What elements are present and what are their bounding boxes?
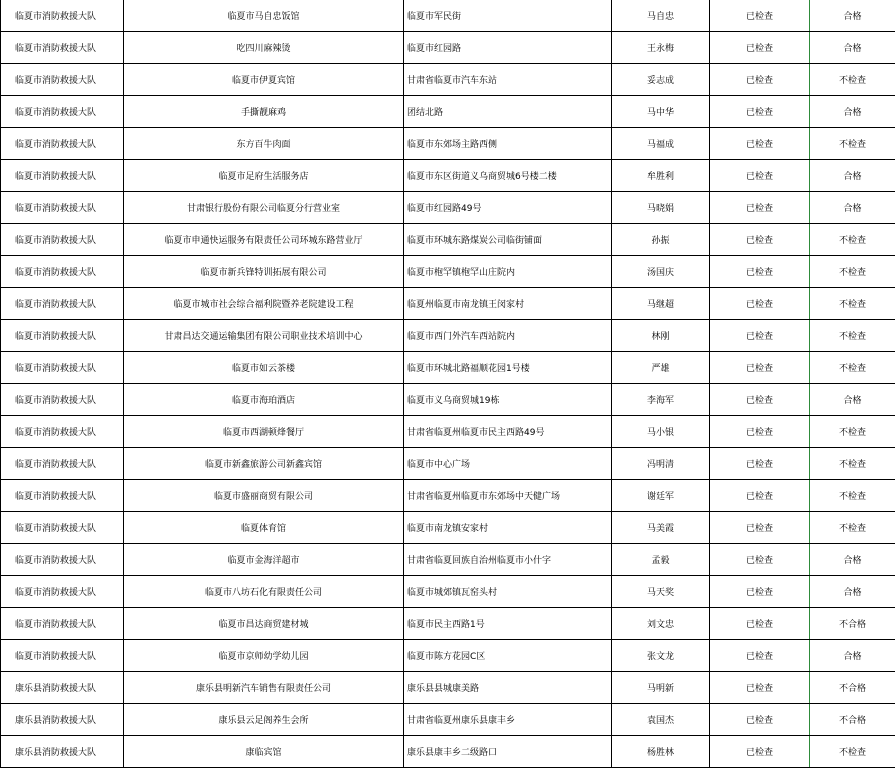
address-cell[interactable]: 临夏市枹罕镇枹罕山庄院内 (404, 256, 612, 288)
unit-name-cell[interactable]: 临夏市马自忠饭馆 (124, 0, 404, 32)
check-status-cell[interactable]: 已检查 (710, 256, 810, 288)
unit-name-cell[interactable]: 手撕靓麻鸡 (124, 96, 404, 128)
result-cell[interactable]: 不检查 (810, 512, 895, 544)
team-cell[interactable]: 临夏市消防救援大队 (1, 352, 124, 384)
unit-name-cell[interactable]: 临夏市足府生活服务店 (124, 160, 404, 192)
address-cell[interactable]: 临夏市东郊场主路西侧 (404, 128, 612, 160)
check-status-cell[interactable]: 已检查 (710, 160, 810, 192)
address-cell[interactable]: 临夏市环城东路煤炭公司临街铺面 (404, 224, 612, 256)
team-cell[interactable]: 临夏市消防救援大队 (1, 224, 124, 256)
contact-person-cell[interactable]: 孟毅 (612, 544, 710, 576)
result-cell[interactable]: 合格 (810, 544, 895, 576)
unit-name-cell[interactable]: 临夏市西湖顿烽餐厅 (124, 416, 404, 448)
table-row (1, 384, 895, 416)
address-cell[interactable]: 康乐县康丰乡二级路口 (404, 736, 612, 768)
address-cell[interactable]: 临夏市西门外汽车西站院内 (404, 320, 612, 352)
result-cell[interactable]: 合格 (810, 576, 895, 608)
contact-person-cell[interactable]: 冯明清 (612, 448, 710, 480)
table-body (1, 0, 895, 768)
table-row (1, 480, 895, 512)
address-cell[interactable]: 临夏市东区街道义乌商贸城6号楼二楼 (404, 160, 612, 192)
unit-name-cell[interactable]: 临夏市昌达商贸建材城 (124, 608, 404, 640)
address-cell[interactable]: 甘肃省临夏州临夏市东郊场中天健广场 (404, 480, 612, 512)
check-status-cell[interactable]: 已检查 (710, 512, 810, 544)
contact-person-cell[interactable]: 李海军 (612, 384, 710, 416)
contact-person-cell[interactable]: 马福成 (612, 128, 710, 160)
contact-person-cell[interactable]: 刘文忠 (612, 608, 710, 640)
check-status-cell[interactable]: 已检查 (710, 640, 810, 672)
unit-name-cell[interactable]: 甘肃银行股份有限公司临夏分行营业室 (124, 192, 404, 224)
address-cell[interactable]: 临夏州临夏市南龙镇王闵家村 (404, 288, 612, 320)
address-cell[interactable]: 团结北路 (404, 96, 612, 128)
check-status-cell[interactable]: 已检查 (710, 352, 810, 384)
result-cell[interactable]: 合格 (810, 384, 895, 416)
contact-person-cell[interactable]: 妥志成 (612, 64, 710, 96)
unit-name-cell[interactable]: 康乐县明新汽车销售有限责任公司 (124, 672, 404, 704)
contact-person-cell[interactable]: 袁国杰 (612, 704, 710, 736)
team-cell[interactable]: 临夏市消防救援大队 (1, 0, 124, 32)
result-cell[interactable]: 合格 (810, 192, 895, 224)
contact-person-cell[interactable]: 汤国庆 (612, 256, 710, 288)
address-cell[interactable]: 临夏市环城北路福顺花园1号楼 (404, 352, 612, 384)
contact-person-cell[interactable]: 马天奖 (612, 576, 710, 608)
table-row (1, 736, 895, 768)
contact-person-cell[interactable]: 马明新 (612, 672, 710, 704)
unit-name-cell[interactable]: 临夏市金海洋超市 (124, 544, 404, 576)
unit-name-cell[interactable]: 临夏市新鑫旅游公司新鑫宾馆 (124, 448, 404, 480)
address-cell[interactable]: 甘肃省临夏州临夏市民主西路49号 (404, 416, 612, 448)
table-row (1, 416, 895, 448)
contact-person-cell[interactable]: 马继超 (612, 288, 710, 320)
result-cell[interactable]: 不检查 (810, 352, 895, 384)
contact-person-cell[interactable]: 牟胜利 (612, 160, 710, 192)
check-status-cell[interactable]: 已检查 (710, 384, 810, 416)
table-row (1, 704, 895, 736)
team-cell[interactable]: 临夏市消防救援大队 (1, 128, 124, 160)
table-row (1, 544, 895, 576)
contact-person-cell[interactable]: 杨胜林 (612, 736, 710, 768)
unit-name-cell[interactable]: 临夏市京师幼学幼儿园 (124, 640, 404, 672)
team-cell[interactable]: 临夏市消防救援大队 (1, 608, 124, 640)
unit-name-cell[interactable]: 吃四川麻辣烫 (124, 32, 404, 64)
address-cell[interactable]: 临夏市陈方花园C区 (404, 640, 612, 672)
contact-person-cell[interactable]: 严雄 (612, 352, 710, 384)
contact-person-cell[interactable]: 谢廷军 (612, 480, 710, 512)
result-cell[interactable]: 合格 (810, 96, 895, 128)
unit-name-cell[interactable]: 甘肃昌达交通运输集团有限公司职业技术培训中心 (124, 320, 404, 352)
result-cell[interactable]: 不检查 (810, 128, 895, 160)
unit-name-cell[interactable]: 临夏市八坊石化有限责任公司 (124, 576, 404, 608)
team-cell[interactable]: 临夏市消防救援大队 (1, 416, 124, 448)
unit-name-cell[interactable]: 临夏市盛丽商贸有限公司 (124, 480, 404, 512)
table-row (1, 32, 895, 64)
address-cell[interactable]: 临夏市红园路 (404, 32, 612, 64)
team-cell[interactable]: 临夏市消防救援大队 (1, 576, 124, 608)
unit-name-cell[interactable]: 康乐县云足阁养生会所 (124, 704, 404, 736)
table-row (1, 352, 895, 384)
table-row (1, 224, 895, 256)
unit-name-cell[interactable]: 临夏市新兵锋特训拓展有限公司 (124, 256, 404, 288)
unit-name-cell[interactable]: 临夏市伊夏宾馆 (124, 64, 404, 96)
contact-person-cell[interactable]: 马中华 (612, 96, 710, 128)
unit-name-cell[interactable]: 临夏市海珀酒店 (124, 384, 404, 416)
team-cell[interactable]: 临夏市消防救援大队 (1, 512, 124, 544)
result-cell[interactable]: 不检查 (810, 736, 895, 768)
check-status-cell[interactable]: 已检查 (710, 448, 810, 480)
contact-person-cell[interactable]: 孙振 (612, 224, 710, 256)
contact-person-cell[interactable]: 林刚 (612, 320, 710, 352)
table-row (1, 320, 895, 352)
table-row (1, 608, 895, 640)
team-cell[interactable]: 临夏市消防救援大队 (1, 448, 124, 480)
result-cell[interactable]: 不检查 (810, 256, 895, 288)
result-cell[interactable]: 不检查 (810, 320, 895, 352)
result-cell[interactable]: 不检查 (810, 288, 895, 320)
result-cell[interactable]: 不检查 (810, 416, 895, 448)
contact-person-cell[interactable]: 马晓娟 (612, 192, 710, 224)
unit-name-cell[interactable]: 临夏市如云茶楼 (124, 352, 404, 384)
unit-name-cell[interactable]: 东方百牛肉面 (124, 128, 404, 160)
check-status-cell[interactable]: 已检查 (710, 224, 810, 256)
table-row (1, 64, 895, 96)
table-row (1, 128, 895, 160)
team-cell[interactable]: 临夏市消防救援大队 (1, 256, 124, 288)
team-cell[interactable]: 临夏市消防救援大队 (1, 192, 124, 224)
check-status-cell[interactable]: 已检查 (710, 704, 810, 736)
check-status-cell[interactable]: 已检查 (710, 192, 810, 224)
check-status-cell[interactable]: 已检查 (710, 608, 810, 640)
team-cell[interactable]: 临夏市消防救援大队 (1, 96, 124, 128)
address-cell[interactable]: 临夏市民主西路1号 (404, 608, 612, 640)
unit-name-cell[interactable]: 临夏体育馆 (124, 512, 404, 544)
unit-name-cell[interactable]: 临夏市城市社会综合福利院暨养老院建设工程 (124, 288, 404, 320)
team-cell[interactable]: 临夏市消防救援大队 (1, 160, 124, 192)
team-cell[interactable]: 临夏市消防救援大队 (1, 640, 124, 672)
result-cell[interactable]: 合格 (810, 32, 895, 64)
result-cell[interactable]: 合格 (810, 0, 895, 32)
address-cell[interactable]: 甘肃省临夏市汽车东站 (404, 64, 612, 96)
address-cell[interactable]: 临夏市义乌商贸城19栋 (404, 384, 612, 416)
check-status-cell[interactable]: 已检查 (710, 480, 810, 512)
table-row (1, 512, 895, 544)
result-cell[interactable]: 不合格 (810, 672, 895, 704)
address-cell[interactable]: 甘肃省临夏州康乐县康丰乡 (404, 704, 612, 736)
result-cell[interactable]: 不检查 (810, 480, 895, 512)
check-status-cell[interactable]: 已检查 (710, 544, 810, 576)
table-row (1, 672, 895, 704)
table-row (1, 576, 895, 608)
team-cell[interactable]: 临夏市消防救援大队 (1, 32, 124, 64)
check-status-cell[interactable]: 已检查 (710, 32, 810, 64)
result-cell[interactable]: 不检查 (810, 64, 895, 96)
contact-person-cell[interactable]: 马小银 (612, 416, 710, 448)
team-cell[interactable]: 康乐县消防救援大队 (1, 704, 124, 736)
result-cell[interactable]: 不检查 (810, 448, 895, 480)
table-row (1, 0, 895, 32)
check-status-cell[interactable]: 已检查 (710, 64, 810, 96)
team-cell[interactable]: 临夏市消防救援大队 (1, 544, 124, 576)
check-status-cell[interactable]: 已检查 (710, 96, 810, 128)
team-cell[interactable]: 康乐县消防救援大队 (1, 736, 124, 768)
check-status-cell[interactable]: 已检查 (710, 288, 810, 320)
address-cell[interactable]: 康乐县县城康美路 (404, 672, 612, 704)
table-row (1, 448, 895, 480)
table-row (1, 192, 895, 224)
address-cell[interactable]: 甘肃省临夏回族自治州临夏市小什字 (404, 544, 612, 576)
team-cell[interactable]: 临夏市消防救援大队 (1, 480, 124, 512)
result-cell[interactable]: 不检查 (810, 224, 895, 256)
table-row (1, 256, 895, 288)
address-cell[interactable]: 临夏市中心广场 (404, 448, 612, 480)
unit-name-cell[interactable]: 临夏市申通快运服务有限责任公司环城东路营业厅 (124, 224, 404, 256)
contact-person-cell[interactable]: 马自忠 (612, 0, 710, 32)
team-cell[interactable]: 临夏市消防救援大队 (1, 320, 124, 352)
address-cell[interactable]: 临夏市红园路49号 (404, 192, 612, 224)
check-status-cell[interactable]: 已检查 (710, 672, 810, 704)
table-row (1, 640, 895, 672)
contact-person-cell[interactable]: 张文龙 (612, 640, 710, 672)
address-cell[interactable]: 临夏市南龙镇安家村 (404, 512, 612, 544)
check-status-cell[interactable]: 已检查 (710, 416, 810, 448)
table-row (1, 160, 895, 192)
result-cell[interactable]: 合格 (810, 640, 895, 672)
table-row (1, 96, 895, 128)
unit-name-cell[interactable]: 康临宾馆 (124, 736, 404, 768)
team-cell[interactable]: 临夏市消防救援大队 (1, 64, 124, 96)
contact-person-cell[interactable]: 马美霞 (612, 512, 710, 544)
result-cell[interactable]: 不合格 (810, 704, 895, 736)
result-cell[interactable]: 不合格 (810, 608, 895, 640)
check-status-cell[interactable]: 已检查 (710, 0, 810, 32)
check-status-cell[interactable]: 已检查 (710, 576, 810, 608)
address-cell[interactable]: 临夏市城郊镇瓦窑头村 (404, 576, 612, 608)
check-status-cell[interactable]: 已检查 (710, 320, 810, 352)
team-cell[interactable]: 康乐县消防救援大队 (1, 672, 124, 704)
team-cell[interactable]: 临夏市消防救援大队 (1, 288, 124, 320)
table-row (1, 288, 895, 320)
result-cell[interactable]: 合格 (810, 160, 895, 192)
team-cell[interactable]: 临夏市消防救援大队 (1, 384, 124, 416)
check-status-cell[interactable]: 已检查 (710, 736, 810, 768)
address-cell[interactable]: 临夏市军民街 (404, 0, 612, 32)
contact-person-cell[interactable]: 王永梅 (612, 32, 710, 64)
check-status-cell[interactable]: 已检查 (710, 128, 810, 160)
